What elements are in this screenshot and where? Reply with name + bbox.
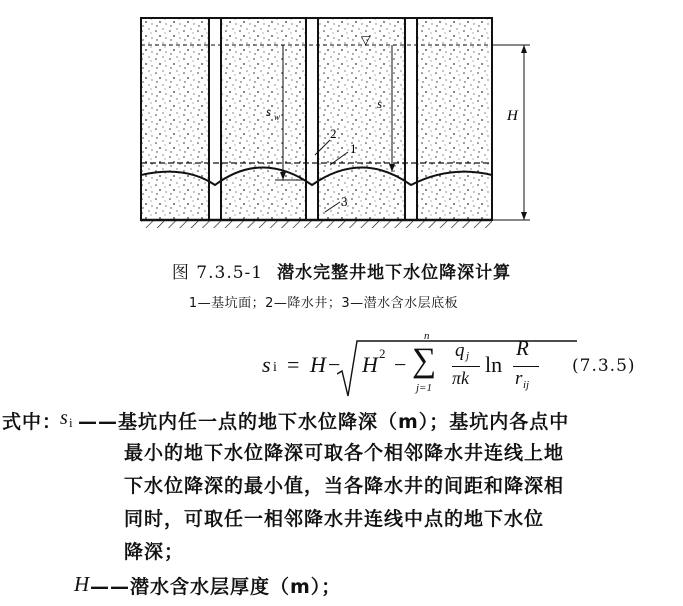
drawdown-formula xyxy=(262,330,602,400)
well xyxy=(306,18,318,220)
water-level-symbol: ▽ xyxy=(361,33,371,47)
definition-line: ——基坑内任一点的地下水位降深（m）；基坑内各点中 xyxy=(78,411,570,433)
formula-s-sub: i xyxy=(273,360,277,375)
formula-minus2: − xyxy=(394,352,407,377)
label-1: 1 xyxy=(350,141,357,156)
sum-sign: ∑ xyxy=(412,342,437,379)
well xyxy=(405,18,417,220)
figure-number: 图 7.3.5-1 xyxy=(171,263,264,283)
figure-caption xyxy=(0,258,683,283)
definition-line: ——潜水含水层厚度（m）； xyxy=(90,576,342,598)
definition-symbol-s: s xyxy=(60,407,69,429)
formula-s: s xyxy=(262,352,271,377)
formula-ln: ln xyxy=(485,352,503,377)
definition-line: 降深； xyxy=(124,541,185,563)
formula-minus: − xyxy=(328,352,341,377)
formula-eq: = xyxy=(287,352,300,377)
label-sw: s xyxy=(266,104,272,119)
label-2: 2 xyxy=(330,126,337,141)
fraction-q-sub: j xyxy=(466,350,470,362)
definition-symbol-s-sub: i xyxy=(69,415,74,430)
sum-top: n xyxy=(424,330,430,342)
label-h: H xyxy=(507,108,518,124)
formula-h2: H xyxy=(362,352,378,377)
definition-prefix: 式中： xyxy=(2,411,63,433)
definition-symbol-h: H xyxy=(74,572,91,596)
well-drawdown-figure xyxy=(0,0,683,250)
formula-h: H xyxy=(310,352,326,377)
formula-sup: 2 xyxy=(379,346,386,361)
figure-title: 潜水完整井地下水位降深计算 xyxy=(277,263,512,283)
fraction-q: q xyxy=(455,340,465,361)
fraction-r-num: R xyxy=(516,336,529,360)
definition-line: 最小的地下水位降深可取各个相邻降水井连线上地 xyxy=(124,442,565,464)
fraction-r-den: r xyxy=(515,368,523,389)
sum-bottom: j=1 xyxy=(416,382,432,394)
fraction-r-sub: ij xyxy=(523,379,530,391)
equation-number: (7.3.5) xyxy=(572,356,636,376)
fraction-pik: πk xyxy=(452,368,470,388)
definition-line: 同时，可取任一相邻降水井连线中点的地下水位 xyxy=(124,508,545,530)
figure-legend: 1—基坑面；2—降水井；3—潜水含水层底板 xyxy=(188,296,459,311)
label-3: 3 xyxy=(341,194,348,209)
base-hatch xyxy=(141,221,492,228)
label-sw-sub: w xyxy=(274,112,281,122)
label-s: s xyxy=(377,96,383,111)
definition-line: 下水位降深的最小值，当各降水井的间距和降深相 xyxy=(124,475,565,497)
well xyxy=(209,18,221,220)
